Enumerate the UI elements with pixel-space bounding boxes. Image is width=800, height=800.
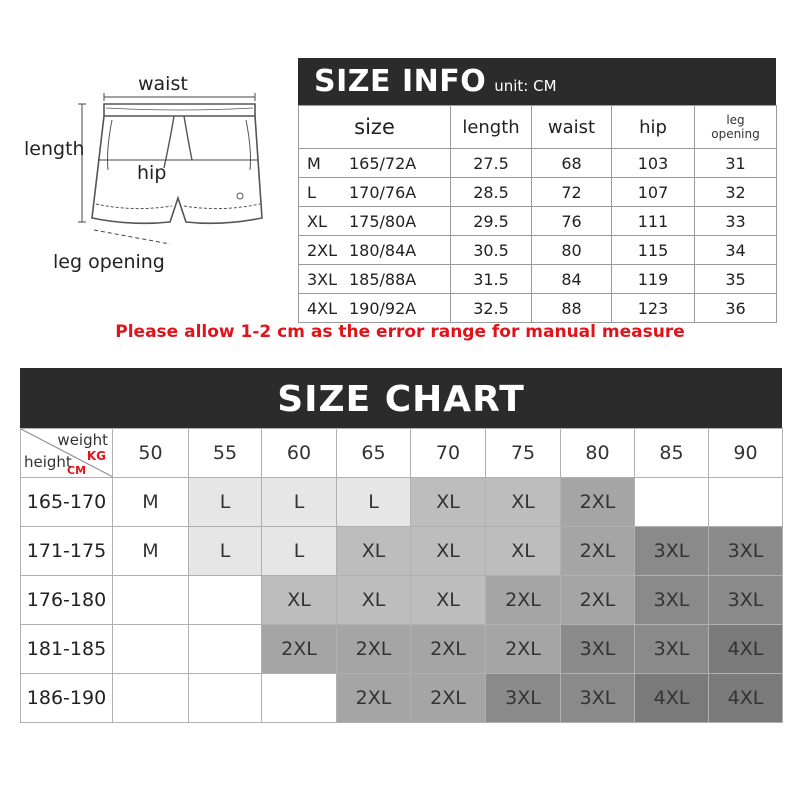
header-size: size xyxy=(299,106,451,149)
waist-label: waist xyxy=(138,73,188,95)
weight-header: 60 xyxy=(262,429,337,478)
size-chart-cell: M xyxy=(113,478,189,527)
size-code: 2XL xyxy=(307,240,338,260)
size-chart-cell: 4XL xyxy=(709,625,783,674)
size-info-waist-cell: 68 xyxy=(532,149,612,178)
size-chart-cell: 4XL xyxy=(635,674,709,723)
weight-header: 90 xyxy=(709,429,783,478)
size-info-row xyxy=(299,294,777,323)
size-chart-cell: 3XL xyxy=(561,674,635,723)
size-chart-cell xyxy=(189,674,262,723)
size-chart-cell: L xyxy=(189,478,262,527)
size-chart-cell: M xyxy=(113,527,189,576)
height-label: height xyxy=(24,453,72,471)
weight-header: 75 xyxy=(486,429,561,478)
size-info-title: SIZE INFO xyxy=(314,64,487,99)
height-range-cell: 181-185 xyxy=(21,625,113,674)
hip-label: hip xyxy=(137,162,167,184)
size-chart-title: SIZE CHART xyxy=(20,368,782,428)
size-info-table xyxy=(298,105,777,323)
size-info-hip-cell: 119 xyxy=(612,265,695,294)
size-info-leg-cell: 36 xyxy=(695,294,777,323)
size-fit: 165/72A xyxy=(349,153,417,173)
size-chart-cell: XL xyxy=(411,576,486,625)
size-chart-cell: XL xyxy=(411,478,486,527)
size-fit: 190/92A xyxy=(349,298,417,318)
weight-header: 70 xyxy=(411,429,486,478)
size-chart-header-row xyxy=(21,429,783,478)
size-info-length-cell: 29.5 xyxy=(451,207,532,236)
size-info-hip-cell: 115 xyxy=(612,236,695,265)
size-info-row xyxy=(299,149,777,178)
header-leg-line2: opening xyxy=(711,127,760,141)
size-chart-cell: XL xyxy=(337,576,411,625)
size-chart-cell: 4XL xyxy=(709,674,783,723)
size-info-size-cell xyxy=(299,178,451,207)
size-info-hip-cell: 123 xyxy=(612,294,695,323)
size-info-waist-cell: 88 xyxy=(532,294,612,323)
size-chart-cell: 3XL xyxy=(561,625,635,674)
size-info-row xyxy=(299,207,777,236)
size-chart-row xyxy=(21,527,783,576)
size-chart-cell: 2XL xyxy=(486,576,561,625)
size-chart-cell: 3XL xyxy=(709,576,783,625)
weight-header: 85 xyxy=(635,429,709,478)
size-chart-cell: XL xyxy=(411,527,486,576)
size-chart-cell xyxy=(113,576,189,625)
size-code: XL xyxy=(307,211,327,231)
size-chart-cell: L xyxy=(189,527,262,576)
size-chart-table xyxy=(20,428,783,723)
size-chart-cell: 2XL xyxy=(337,674,411,723)
size-info-size-cell xyxy=(299,294,451,323)
header-hip: hip xyxy=(612,106,695,149)
size-chart-cell: 2XL xyxy=(486,625,561,674)
size-info-header-row xyxy=(299,106,777,149)
size-chart-cell: 2XL xyxy=(561,527,635,576)
size-chart-cell: XL xyxy=(486,527,561,576)
weight-label: weight xyxy=(57,431,108,449)
size-fit: 170/76A xyxy=(349,182,417,202)
size-info-waist-cell: 76 xyxy=(532,207,612,236)
size-info-row xyxy=(299,178,777,207)
size-chart-cell: L xyxy=(262,527,337,576)
weight-header: 65 xyxy=(337,429,411,478)
size-chart-cell: 2XL xyxy=(337,625,411,674)
size-info-waist-cell: 80 xyxy=(532,236,612,265)
header-leg-line1: leg xyxy=(726,113,745,127)
height-range-cell: 165-170 xyxy=(21,478,113,527)
size-info-hip-cell: 103 xyxy=(612,149,695,178)
weight-header: 50 xyxy=(113,429,189,478)
height-range-cell: 176-180 xyxy=(21,576,113,625)
weight-header: 55 xyxy=(189,429,262,478)
weight-header: 80 xyxy=(561,429,635,478)
size-info-size-cell xyxy=(299,265,451,294)
cm-unit: CM xyxy=(67,464,87,477)
size-info-row xyxy=(299,236,777,265)
size-chart-cell: XL xyxy=(262,576,337,625)
size-info-waist-cell: 72 xyxy=(532,178,612,207)
size-chart-row xyxy=(21,478,783,527)
size-chart-cell: 2XL xyxy=(561,478,635,527)
size-info-leg-cell: 32 xyxy=(695,178,777,207)
header-length: length xyxy=(451,106,532,149)
size-fit: 175/80A xyxy=(349,211,417,231)
size-chart-cell: 2XL xyxy=(411,625,486,674)
header-waist: waist xyxy=(532,106,612,149)
size-info-hip-cell: 107 xyxy=(612,178,695,207)
size-chart-cell xyxy=(709,478,783,527)
size-chart-cell: XL xyxy=(337,527,411,576)
header-leg-opening xyxy=(695,106,777,149)
size-fit: 185/88A xyxy=(349,269,417,289)
size-info-length-cell: 32.5 xyxy=(451,294,532,323)
size-chart-cell xyxy=(113,625,189,674)
size-info-leg-cell: 35 xyxy=(695,265,777,294)
size-chart-cell: 3XL xyxy=(635,576,709,625)
size-info-leg-cell: 34 xyxy=(695,236,777,265)
size-info-banner xyxy=(298,58,776,105)
size-info-hip-cell: 111 xyxy=(612,207,695,236)
size-chart-cell: 2XL xyxy=(262,625,337,674)
size-chart-cell xyxy=(113,674,189,723)
size-chart-cell: XL xyxy=(486,478,561,527)
size-info-section xyxy=(298,58,776,323)
size-chart-cell: 3XL xyxy=(709,527,783,576)
size-info-length-cell: 31.5 xyxy=(451,265,532,294)
size-info-length-cell: 28.5 xyxy=(451,178,532,207)
size-info-size-cell xyxy=(299,207,451,236)
size-info-size-cell xyxy=(299,236,451,265)
size-code: 4XL xyxy=(307,298,338,318)
size-info-length-cell: 27.5 xyxy=(451,149,532,178)
size-chart-cell: 3XL xyxy=(635,625,709,674)
size-info-waist-cell: 84 xyxy=(532,265,612,294)
size-info-row xyxy=(299,265,777,294)
size-chart-cell: L xyxy=(337,478,411,527)
size-chart-cell xyxy=(262,674,337,723)
size-chart-row xyxy=(21,674,783,723)
size-code: M xyxy=(307,153,321,173)
size-chart-cell xyxy=(189,625,262,674)
size-info-leg-cell: 31 xyxy=(695,149,777,178)
size-info-leg-cell: 33 xyxy=(695,207,777,236)
size-fit: 180/84A xyxy=(349,240,417,260)
size-info-size-cell xyxy=(299,149,451,178)
leg-opening-label: leg opening xyxy=(53,251,165,273)
height-range-cell: 171-175 xyxy=(21,527,113,576)
size-chart-cell: 3XL xyxy=(635,527,709,576)
shorts-diagram xyxy=(0,0,300,300)
size-chart-cell: 2XL xyxy=(411,674,486,723)
size-code: L xyxy=(307,182,316,202)
size-chart-cell: 3XL xyxy=(486,674,561,723)
kg-unit: KG xyxy=(86,449,106,463)
chart-corner-cell xyxy=(21,429,113,478)
size-info-unit: unit: CM xyxy=(494,77,557,95)
size-code: 3XL xyxy=(307,269,338,289)
size-info-length-cell: 30.5 xyxy=(451,236,532,265)
measurement-note: Please allow 1-2 cm as the error range for manual measure xyxy=(115,322,685,342)
length-label: length xyxy=(24,138,85,160)
size-chart-row xyxy=(21,576,783,625)
size-chart-cell: L xyxy=(262,478,337,527)
size-chart-row xyxy=(21,625,783,674)
size-chart-cell: 2XL xyxy=(561,576,635,625)
size-chart-cell xyxy=(189,576,262,625)
height-range-cell: 186-190 xyxy=(21,674,113,723)
size-chart-cell xyxy=(635,478,709,527)
